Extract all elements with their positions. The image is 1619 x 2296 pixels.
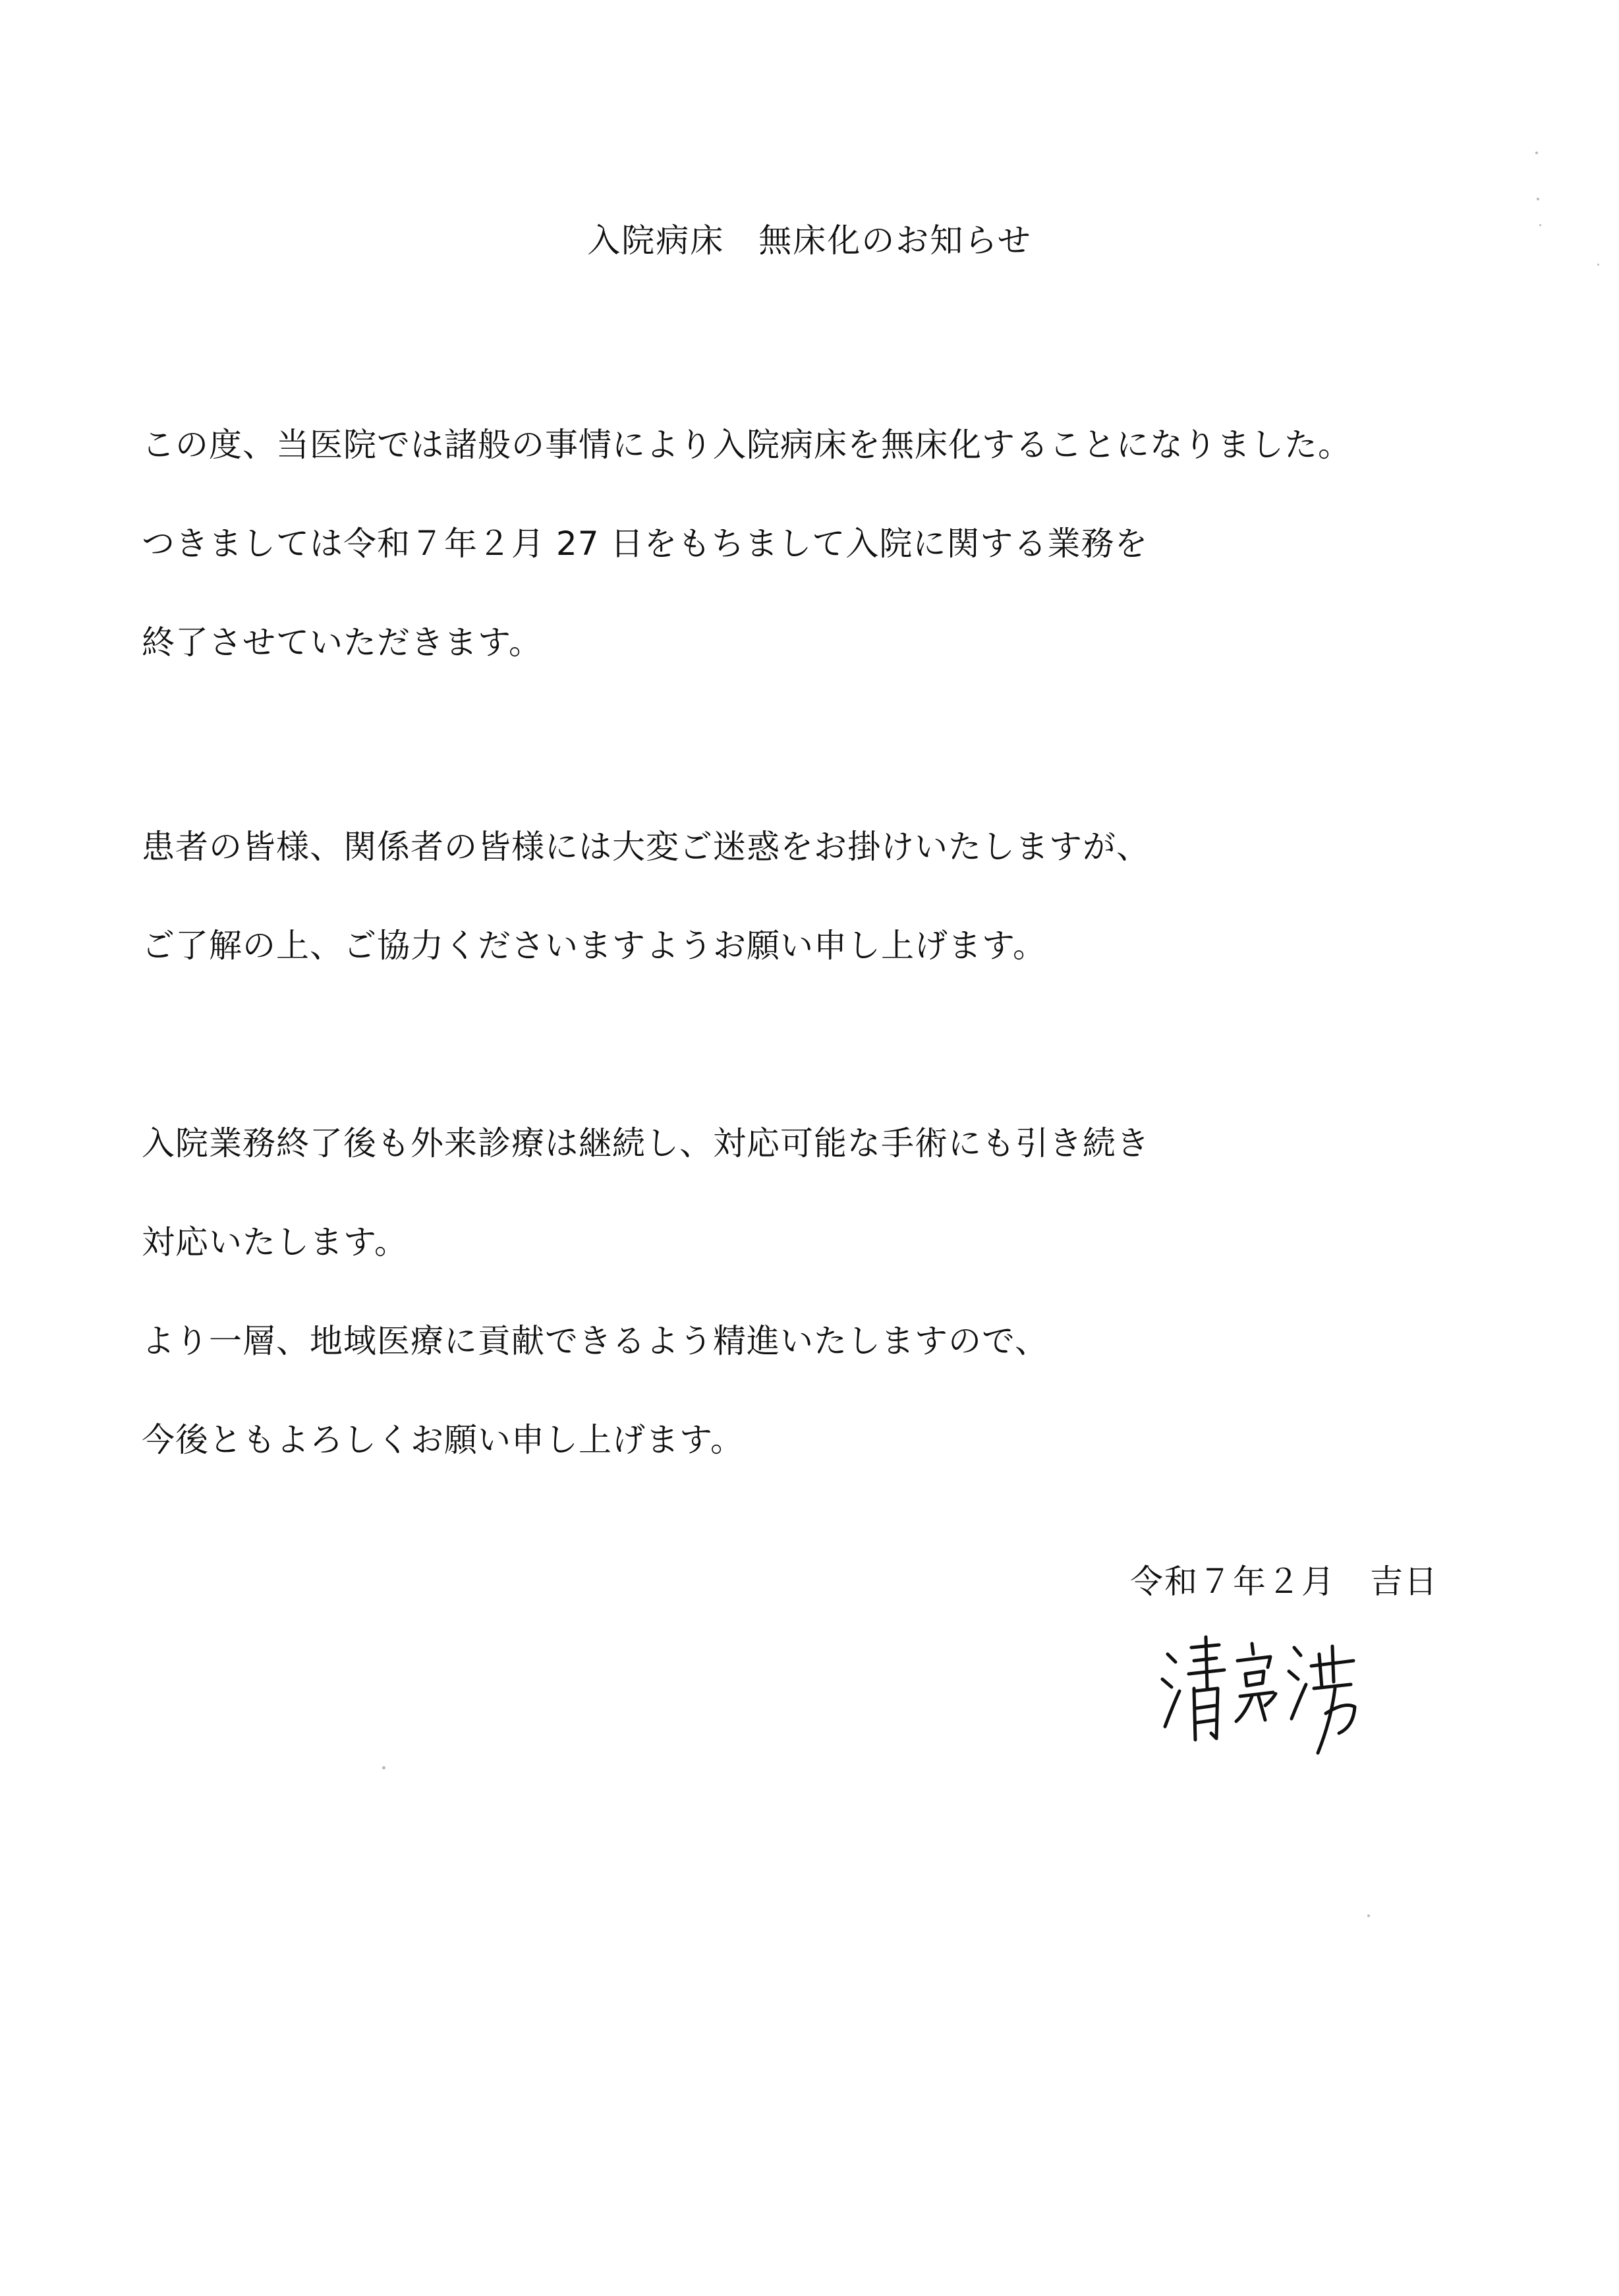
- scan-speck: [382, 1766, 385, 1769]
- body-line-6: 入院業務終了後も外来診療は継続し、対応可能な手術にも引き続き: [142, 1124, 1150, 1162]
- body-line-7: 対応いたします。: [142, 1223, 408, 1261]
- scan-speck: [1367, 1914, 1370, 1917]
- body-line-5: ご了解の上、ご協力くださいますようお願い申し上げます。: [142, 927, 1046, 965]
- notice-title: 入院病床 無床化のお知らせ: [587, 221, 1032, 260]
- scan-speck: [1539, 224, 1541, 226]
- body-line-3: 終了させていただきます。: [142, 623, 542, 662]
- body-line-1: この度、当医院では諸般の事情により入院病床を無床化することになりました。: [142, 426, 1351, 464]
- body-line-8: より一層、地域医療に貢献できるよう精進いたしますので、: [142, 1322, 1048, 1360]
- scan-speck: [1535, 152, 1538, 154]
- scan-speck: [1597, 264, 1599, 266]
- body-line-4: 患者の皆様、関係者の皆様には大変ご迷惑をお掛けいたしますが、: [142, 828, 1150, 866]
- handwritten-signature: [1153, 1628, 1371, 1766]
- issue-date: 令和７年２月 吉日: [1130, 1563, 1438, 1601]
- body-line-2: つきましては令和７年２月 27 日をもちまして入院に関する業務を: [142, 525, 1149, 563]
- body-line-9: 今後ともよろしくお願い申し上げます。: [142, 1421, 744, 1459]
- scan-speck: [1537, 198, 1539, 200]
